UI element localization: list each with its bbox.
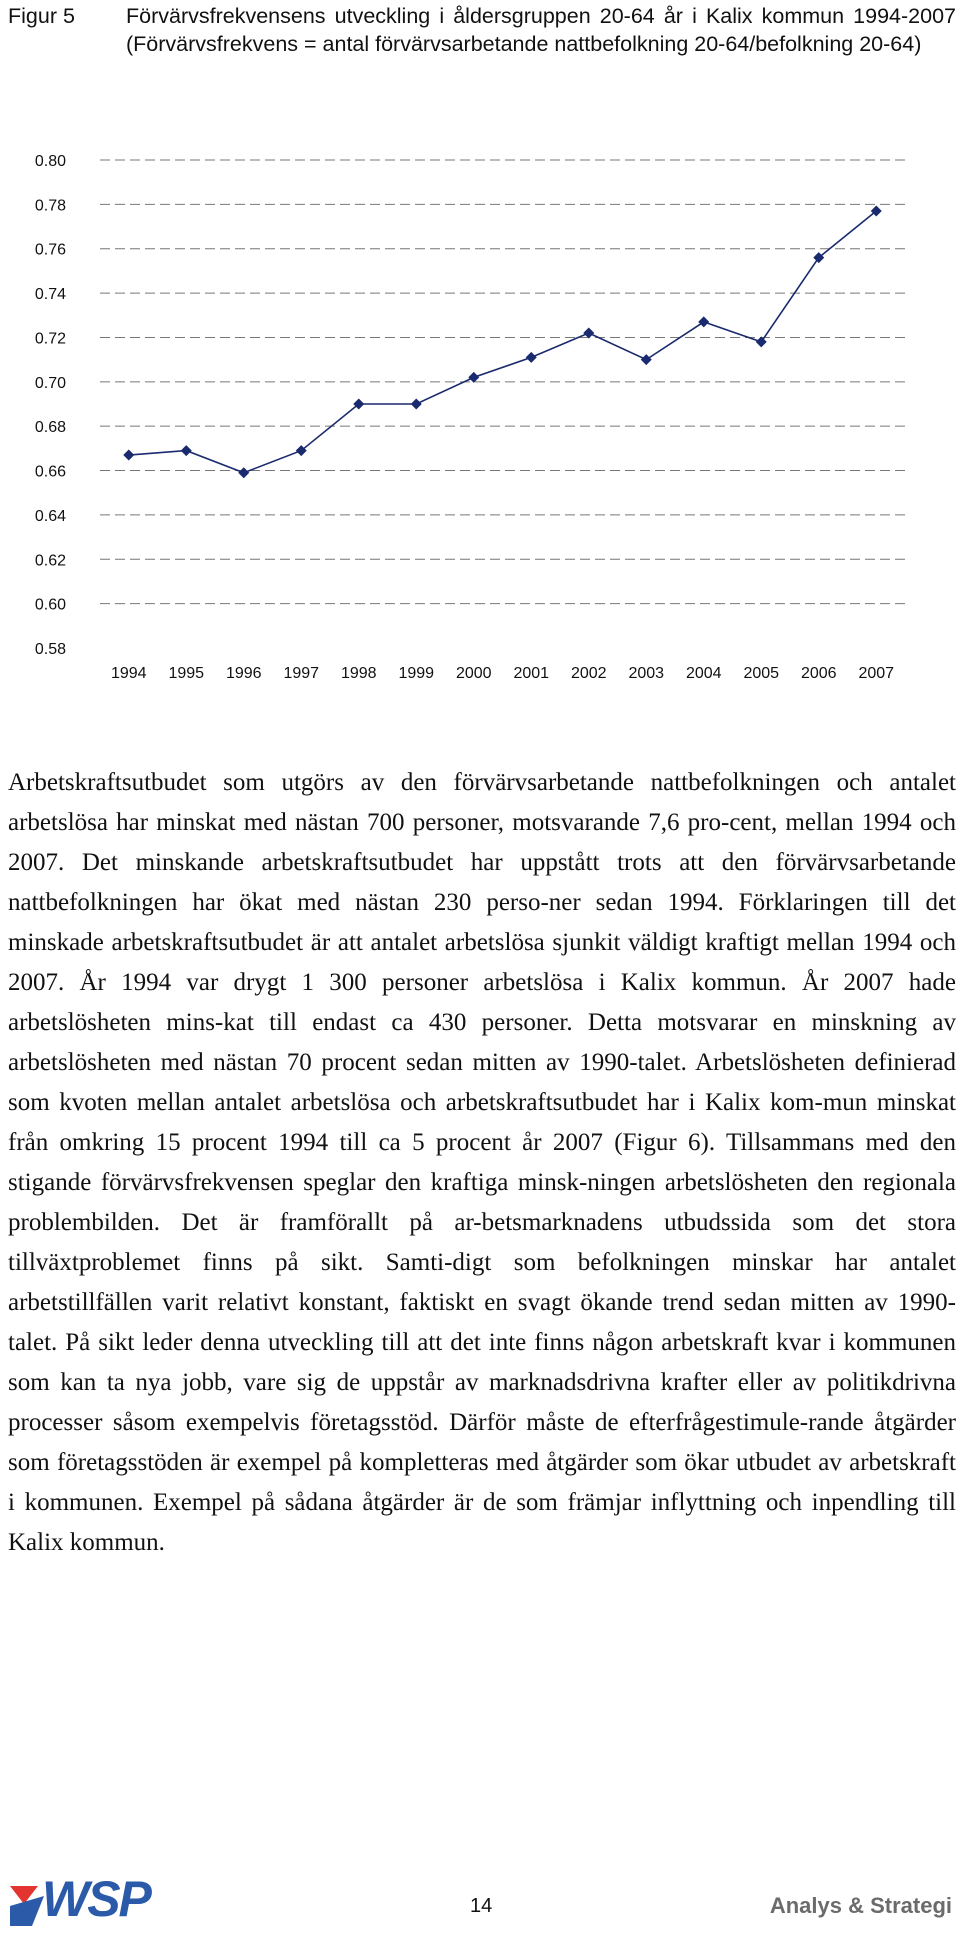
- data-point: [526, 352, 537, 363]
- x-tick-label: 1998: [340, 665, 377, 682]
- data-point: [756, 336, 767, 347]
- footer-right-text: Analys & Strategi: [769, 1893, 952, 1918]
- x-tick-label: 2003: [628, 665, 665, 682]
- y-tick-label: 0.72: [34, 330, 66, 348]
- figure-caption-text: Förvärvsfrekvensens utveckling i åldersgruppen 20-64 år i Kalix kommun 1994-2007 (Förvärvsfrekvens = antal förvärvsarbetande nattbefolkning 20-64/befolkning 20-64): [126, 4, 956, 56]
- logo-text: WSP: [42, 1871, 150, 1927]
- x-tick-label: 2005: [743, 665, 780, 682]
- body-paragraph: Arbetskraftsutbudet som utgörs av den förvärvsarbetande nattbefolkningen och antalet arbetslösa har minskat med nästan 700 personer, motsvarande 7,6 pro-cent, mellan 1994 och 2007. Det minskande arbetskraftsutbudet har uppstått trots att den förvärvsarbetande nattbefolkningen har ökat med nästan 230 perso-ner sedan 1994. Förklaringen till det minskade arbetskraftsutbudet är att antalet arbetslösa sjunkit väldigt kraftigt mellan 1994 och 2007. År 1994 var drygt 1 300 personer arbetslösa i Kalix kommun. År 2007 hade arbetslösheten mins-kat till endast ca 430 personer. Detta motsvarar en minskning av arbetslösheten med nästan 70 procent sedan mitten av 1990-talet. Arbetslösheten definierad som kvoten mellan antalet arbetslösa och arbetskraftsutbudet har i Kalix kom-mun minskat från omkring 15 procent 1994 till ca 5 procent år 2007 (Figur 6). Tillsammans med den stigande förvärvsfrekvensen speglar den kraftiga minsk-ningen arbetslösheten den regionala problembilden. Det är framförallt på ar-betsmarknadens utbudssida som det stora tillväxtproblemet finns på sikt. Samti-digt som befolkningen minskar har antalet arbetstillfällen varit relativt konstant, faktiskt en svagt ökande trend sedan mitten av 1990-talet. På sikt leder denna utveckling till att det inte finns någon arbetskraft kvar i kommunen som kan ta nya jobb, vare sig de uppstår av marknadsdrivna krafter eller av politikdrivna processer såsom exempelvis företagsstöd. Därför måste de efterfrågestimule-rande åtgärder som företagsstöden är exempel på kompletteras med åtgärder som ökar utbudet av arbetskraft i kommunen. Exempel på sådana åtgärder är de som främjar inflyttning och inpendling till Kalix kommun.: [8, 769, 956, 1556]
- x-tick-label: 1999: [398, 665, 435, 682]
- y-tick-label: 0.66: [34, 463, 66, 481]
- x-tick-label: 1994: [110, 665, 147, 682]
- page-number: 14: [470, 1895, 493, 1917]
- y-tick-label: 0.62: [34, 552, 66, 570]
- x-tick-label: 2002: [570, 665, 607, 682]
- y-tick-label: 0.80: [34, 153, 66, 170]
- y-tick-label: 0.76: [34, 241, 66, 259]
- line-chart: [0, 140, 960, 700]
- y-tick-label: 0.74: [34, 286, 66, 304]
- x-tick-label: 2006: [800, 665, 837, 682]
- y-tick-label: 0.58: [34, 641, 66, 658]
- x-tick-label: 2000: [455, 665, 492, 682]
- data-point: [468, 372, 479, 383]
- data-point: [583, 328, 594, 339]
- wsp-logo: [8, 1871, 150, 1932]
- x-tick-label: 2001: [513, 665, 550, 682]
- data-point: [641, 354, 652, 365]
- x-tick-label: 1996: [225, 665, 262, 682]
- figure-label: Figur 5: [8, 4, 75, 28]
- data-point: [181, 445, 192, 456]
- y-tick-label: 0.70: [34, 374, 66, 392]
- data-point: [411, 399, 422, 410]
- x-tick-label: 2004: [685, 665, 722, 682]
- x-tick-label: 2007: [858, 665, 895, 682]
- y-tick-label: 0.78: [34, 197, 66, 215]
- x-tick-label: 1997: [283, 665, 320, 682]
- y-tick-label: 0.68: [34, 419, 66, 437]
- y-tick-label: 0.64: [34, 507, 66, 525]
- y-tick-label: 0.60: [34, 596, 66, 614]
- data-point: [698, 316, 709, 327]
- data-point: [123, 450, 134, 461]
- x-tick-label: 1995: [168, 665, 205, 682]
- data-point: [238, 467, 249, 478]
